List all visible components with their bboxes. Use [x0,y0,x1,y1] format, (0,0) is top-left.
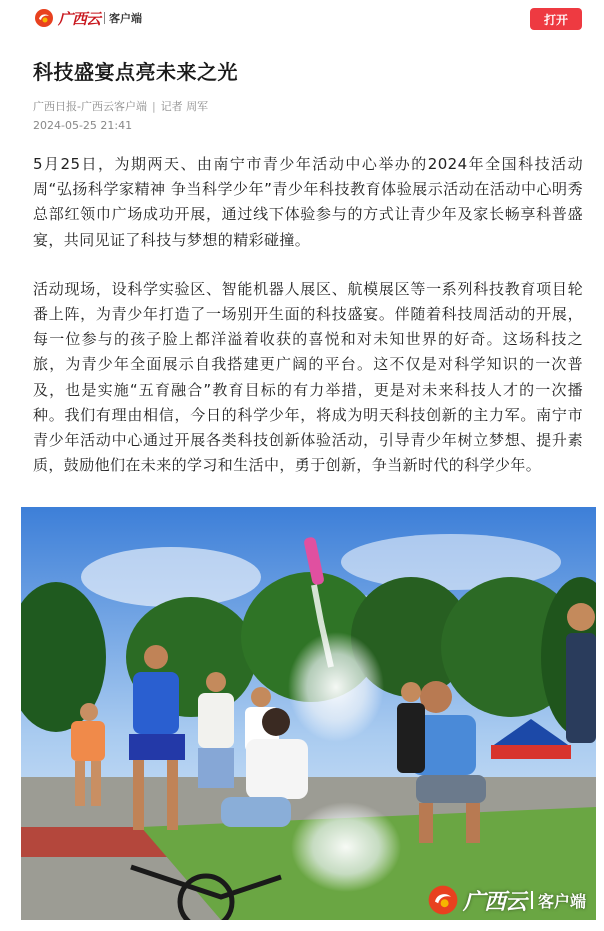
article-reporter: 记者 周军 [160,100,209,113]
watermark-brand-name: 广西云 [462,888,526,915]
article-title: 科技盛宴点亮未来之光 [33,60,238,84]
open-app-button[interactable]: 打开 [530,8,582,30]
article-source: 广西日报-广西云客户端 [33,100,147,113]
article-photo[interactable] [21,507,596,920]
article-paragraph: 5月25日，为期两天、由南宁市青少年活动中心举办的2024年全国科技活动周“弘扬科学家精神 争当科学少年”青少年科技教育体验展示活动在活动中心明秀总部红领巾广场成功开展，通过线下体验参与的方式让青少年及家长畅享科普盛宴，共同见证了科技与梦想的精彩碰撞。 [33,155,583,249]
watermark-logo-icon [427,884,459,916]
article-meta [33,98,208,114]
article-date: 2024-05-25 21:41 [33,119,133,132]
watermark-divider [531,891,533,909]
brand-name: 广西云 [58,9,101,28]
guangxiyun-logo-icon [34,8,54,28]
rocket-launch-photo [21,507,596,920]
top-bar [0,0,604,36]
app-logo[interactable] [34,7,142,29]
article-body [33,152,583,502]
article-paragraph: 活动现场，设科学实验区、智能机器人展区、航模展区等一系列科技教育项目轮番上阵，为青少年打造了一场别开生面的科技盛宴。伴随着科技周活动的开展，每一位参与的孩子脸上都洋溢着收获的喜悦和对未知世界的好奇。这场科技之旅，为青少年全面展示自我搭建更广阔的平台。这不仅是对科学知识的一次普及，也是实施“五育融合”教育目标的有力举措，更是对未来科技人才的一次播种。我们有理由相信，今日的科学少年，将成为明天科技创新的主力军。南宁市青少年活动中心通过开展各类科技创新体验活动，引导青少年树立梦想、提升素质，鼓励他们在未来的学习和生活中，勇于创新，争当新时代的科学少年。 [33,279,583,475]
brand-divider [104,12,105,24]
watermark-brand-suffix: 客户端 [537,891,586,911]
brand-suffix: 客户端 [109,12,143,25]
photo-watermark [427,884,586,916]
meta-divider: | [151,99,156,113]
